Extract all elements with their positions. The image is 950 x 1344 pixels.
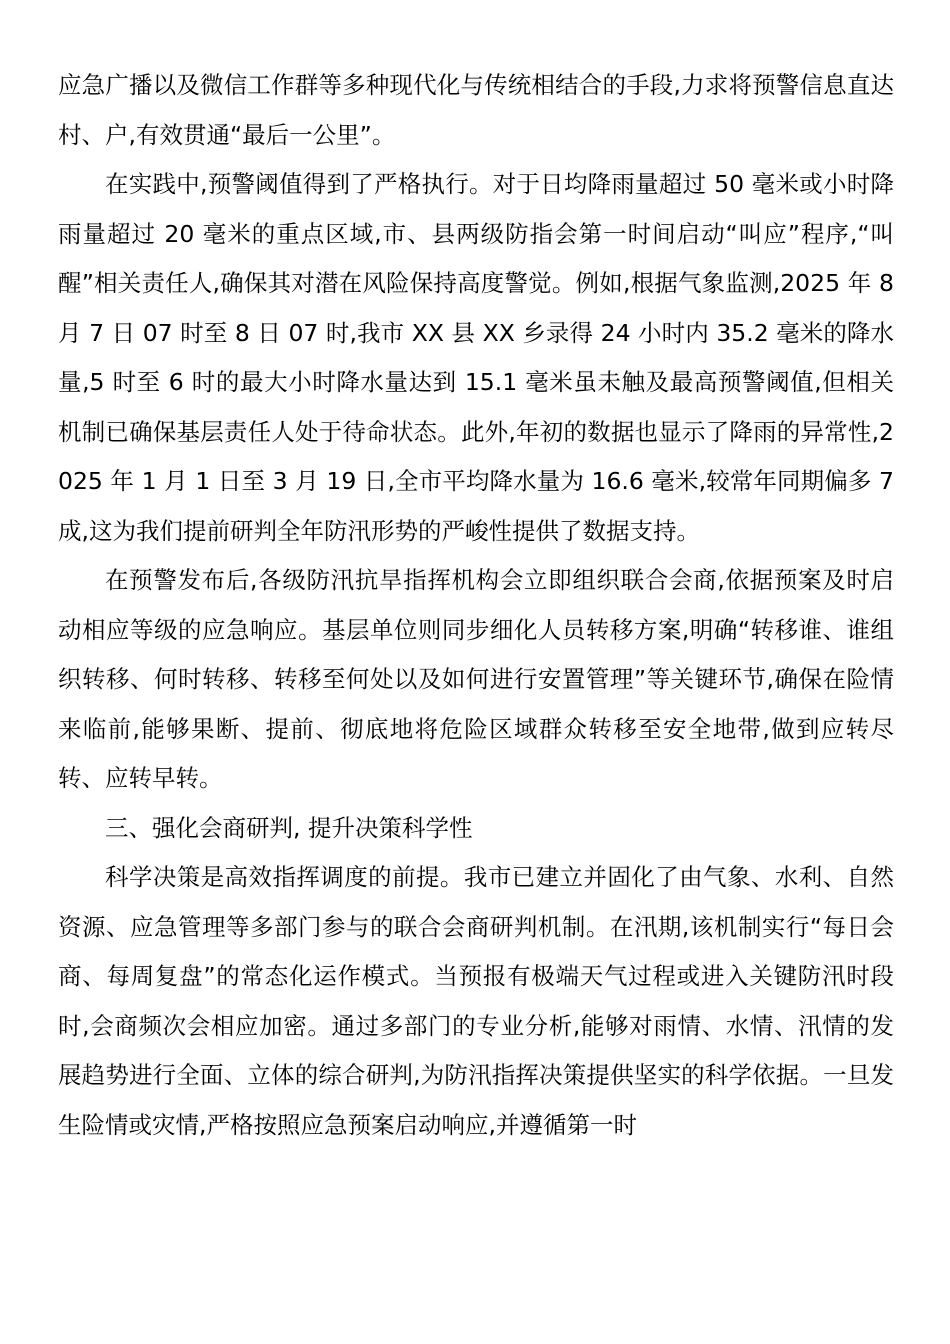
paragraph-emergency-response: 在预警发布后,各级防汛抗旱指挥机构会立即组织联合会商,依据预案及时启动相应等级的应急响应。基层单位则同步细化人员转移方案,明确“转移谁、谁组织转移、何时转移、转移至何处以及如何进行安置管理”等关键环节,确保在险情来临前,能够果断、提前、彻底地将危险区域群众转移至安全地带,做到应转尽转、应转早转。 (58, 566, 894, 792)
paragraph-joint-consultation: 科学决策是高效指挥调度的前提。我市已建立并固化了由气象、水利、自然资源、应急管理等多部门参与的联合会商研判机制。在汛期,该机制实行“每日会商、每周复盘”的常态化运作模式。当预报有极端天气过程或进入关键防汛时段时,会商频次会相应加密。通过多部门的专业分析,能够对雨情、水情、汛情的发展趋势进行全面、立体的综合研判,为防汛指挥决策提供坚实的科学依据。一旦发生险情或灾情,严格按照应急预案启动响应,并遵循第一时 (58, 863, 894, 1139)
document-page (58, 61, 894, 1150)
paragraph-warning-threshold: 在实践中,预警阈值得到了严格执行。对于日均降雨量超过 50 毫米或小时降雨量超过 20 毫米的重点区域,市、县两级防指会第一时间启动“叫应”程序,“叫醒”相关责任人,确保其对潜在风险保持高度警觉。例如,根据气象监测,2025 年 8 月 7 日 07 时至 8 日 07 时,我市 XX 县 XX 乡录得 24 小时内 35.2 毫米的降水量,5 时至 6 时的最大小时降水量达到 15.1 毫米虽未触及最高预警阈值,但相关机制已确保基层责任人处于待命状态。此外,年初的数据也显示了降雨的异常性,2025 年 1 月 1 日至 3 月 19 日,全市平均降水量为 16.6 毫米,较常年同期偏多 7 成,这为我们提前研判全年防汛形势的严峻性提供了数据支持。 (58, 170, 894, 545)
paragraph-warning-dissemination: 应急广播以及微信工作群等多种现代化与传统相结合的手段,力求将预警信息直达村、户,有效贯通“最后一公里”。 (58, 71, 894, 149)
section-heading: 三、强化会商研判, 提升决策科学性 (105, 813, 473, 842)
